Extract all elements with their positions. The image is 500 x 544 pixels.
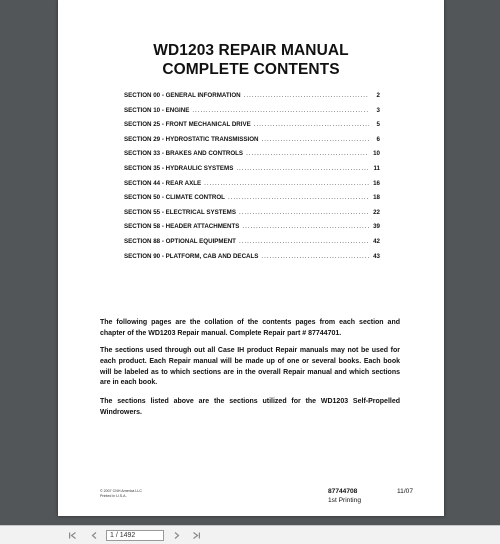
toc-entry-label: SECTION 55 - ELECTRICAL SYSTEMS [124,208,236,216]
toc-entry-page: 43 [373,252,380,260]
toc-entry-page: 3 [376,106,380,114]
viewer-toolbar [0,525,500,544]
copyright-notice [100,489,142,499]
toc-entry [124,209,380,224]
printed-in-line: Printed in U.S.A. [100,494,127,498]
toc-dot-leader [192,107,369,114]
print-date: 11/07 [397,488,414,495]
printing-label: 1st Printing [328,497,361,504]
toc-entry-page: 18 [373,194,380,202]
toc-entry-label: SECTION 35 - HYDRAULIC SYSTEMS [124,164,234,172]
toc-entry [124,223,380,238]
toc-entry-label: SECTION 33 - BRAKES AND CONTROLS [124,150,244,158]
toc-dot-leader [261,253,369,260]
summary-paragraph: The sections listed above are the sections utilized for the WD1203 Self-Propelled Windrowers. [100,398,400,416]
part-number [328,488,357,495]
toc-entry-page: 22 [373,208,380,216]
toc-entry-page: 2 [376,92,380,99]
toc-dot-leader [239,238,369,245]
toc-dot-leader [236,165,369,172]
toc-entry [124,253,380,268]
toc-entry-label: SECTION 00 - GENERAL INFORMATION [124,92,241,99]
previous-page-icon[interactable] [88,528,100,542]
page-title-line1: WD1203 REPAIR MANUAL [153,42,349,59]
toc-entry-page: 11 [373,164,380,172]
toc-dot-leader [244,92,369,99]
toc-entry [124,194,380,209]
page-number-input[interactable]: 1 / 1492 [106,530,164,541]
toc-dot-leader [246,150,369,157]
toc-dot-leader [239,209,369,216]
toc-dot-leader [228,194,369,201]
toc-dot-leader [262,136,369,143]
copyright-line: © 2007 CNH America LLC [100,489,142,493]
toc-entry-page: 5 [376,121,380,129]
document-page [58,0,444,516]
page-title-line2: COMPLETE CONTENTS [162,61,340,78]
toc-entry-label: SECTION 29 - HYDROSTATIC TRANSMISSION [124,135,259,143]
toc-entry-label: SECTION 44 - REAR AXLE [124,179,202,187]
toc-entry-page: 42 [373,237,380,245]
toc-entry [124,121,380,136]
toc-entry-page: 6 [376,135,380,143]
toc-entry [124,180,380,195]
toc-entry [124,92,380,107]
toc-entry [124,107,380,122]
toc-entry-label: SECTION 90 - PLATFORM, CAB AND DECALS [124,252,259,260]
toc-entry-label: SECTION 88 - OPTIONAL EQUIPMENT [124,237,236,245]
table-of-contents [124,92,380,267]
toc-entry [124,136,380,151]
toc-entry-page: 10 [373,150,380,158]
first-page-icon[interactable] [66,528,78,542]
sections-paragraph: The sections used through out all Case IH product Repair manuals may not be used for each product. Each Repair manual will be made up of one or several books. Each book will be labeled as to which sections are in the overall Repair manual and which sections are in each book. [100,347,400,387]
toc-entry-page: 39 [373,223,380,231]
last-page-icon[interactable] [190,528,202,542]
toc-dot-leader [204,180,369,187]
toc-dot-leader [242,223,369,230]
part-number-value: 87744708 [328,488,358,495]
toc-entry [124,238,380,253]
toc-entry-label: SECTION 58 - HEADER ATTACHMENTS [124,223,240,231]
toc-entry-label: SECTION 10 - ENGINE [124,106,190,114]
toc-dot-leader [254,121,369,128]
toc-entry [124,165,380,180]
toc-entry-label: SECTION 25 - FRONT MECHANICAL DRIVE [124,121,251,129]
toc-entry-page: 16 [373,179,380,187]
toc-entry [124,150,380,165]
toc-entry-label: SECTION 50 - CLIMATE CONTROL [124,194,225,202]
next-page-icon[interactable] [170,528,182,542]
intro-paragraph: The following pages are the collation of the contents pages from each section and chapter of the WD1203 Repair manual. Complete Repair part # 87744701. [100,319,400,337]
